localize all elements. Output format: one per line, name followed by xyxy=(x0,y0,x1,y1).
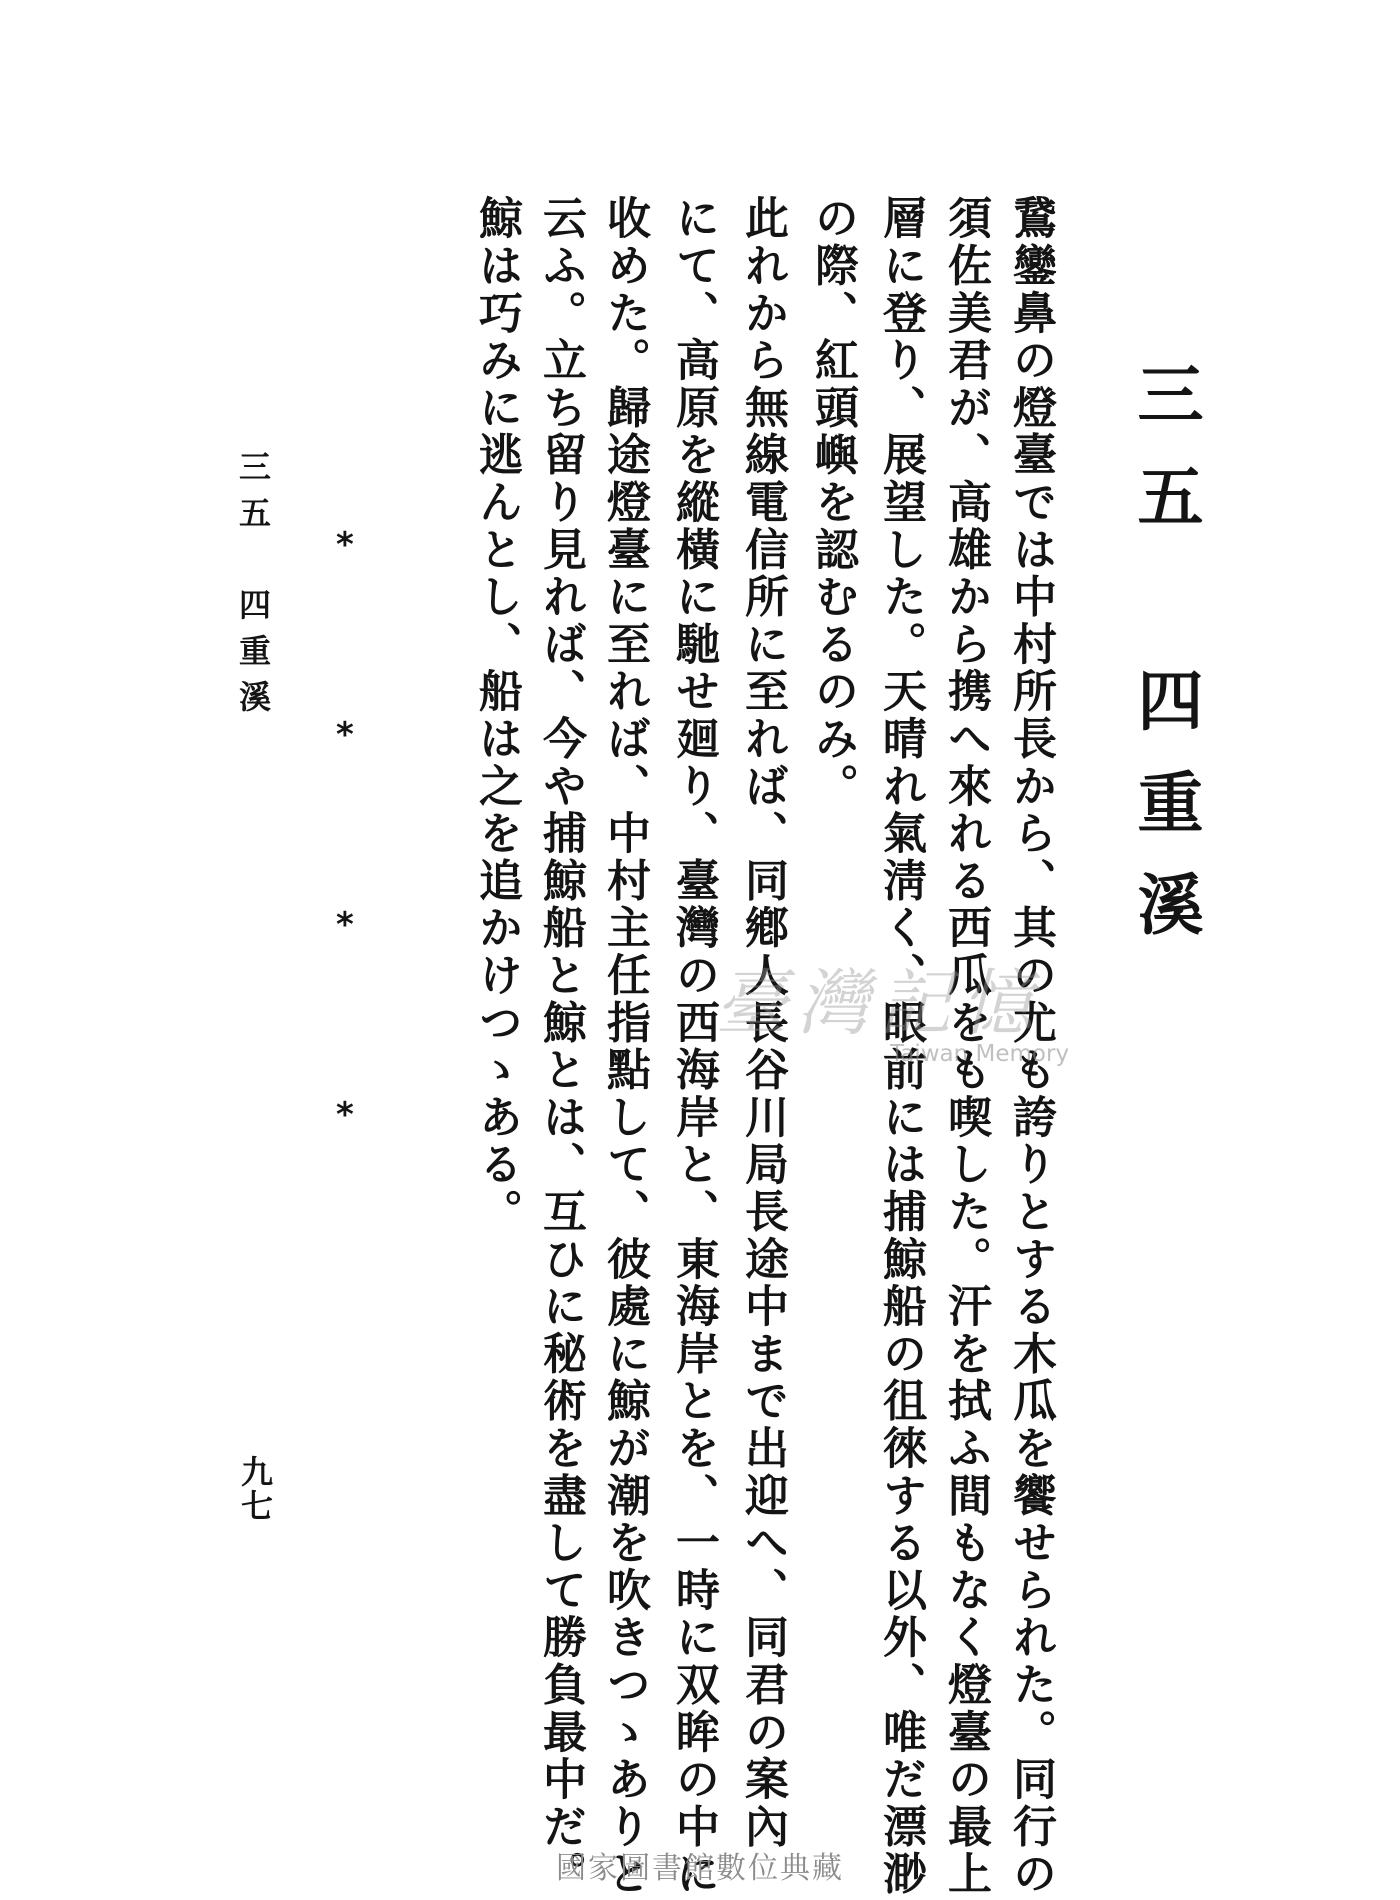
running-title: 三五 四重溪 xyxy=(234,450,272,726)
body-column: 云ふ。立ち留り見れば、今や捕鯨船と鯨とは、互ひに秘術を盡して勝負最中だ。 xyxy=(535,195,586,1898)
body-column: の際、紅頭嶼を認むるのみ。 xyxy=(807,195,858,810)
body-column: 收めた。歸途燈臺に至れば、中村主任指點して、彼處に鯨が潮を吹きつゝありと xyxy=(599,195,650,1898)
body-column: にて、高原を縱橫に馳せ廻り、臺灣の西海岸と、東海岸とを、一時に双眸の中に xyxy=(668,195,719,1898)
body-column: 鯨は巧みに逃んとし、船は之を追かけつゝある。 xyxy=(471,195,522,1236)
page-number: 九七 xyxy=(236,1455,274,1523)
watermark-caption: Taiwan Memory xyxy=(890,1041,1070,1067)
body-column: 鵞鑾鼻の燈臺では中村所長から、其の尤も誇りとする木瓜を饗せられた。同行の xyxy=(1005,195,1056,1898)
chapter-heading: 三五 四重溪 xyxy=(1126,360,1204,972)
body-column: 此れから無線電信所に至れば、同鄕人長谷川局長途中まで出迎へ、同君の案內 xyxy=(737,195,788,1851)
footer-credit: 國家圖書館數位典藏 xyxy=(556,1851,844,1886)
separator-asterisk: * xyxy=(336,905,354,945)
watermark-logo xyxy=(715,945,1095,1065)
separator-asterisk: * xyxy=(336,715,354,755)
separator-asterisk: * xyxy=(336,1095,354,1135)
body-column: 須佐美君が、高雄から携へ來れる西瓜をも喫した。汗を拭ふ間もなく燈臺の最上 xyxy=(940,195,991,1898)
watermark-text: 臺灣記憶 xyxy=(715,961,1044,1045)
body-column: 層に登り、展望した。天晴れ氣淸く、眼前には捕鯨船の徂徠する以外、唯だ漂渺 xyxy=(875,195,926,1898)
separator-asterisk: * xyxy=(336,525,354,565)
